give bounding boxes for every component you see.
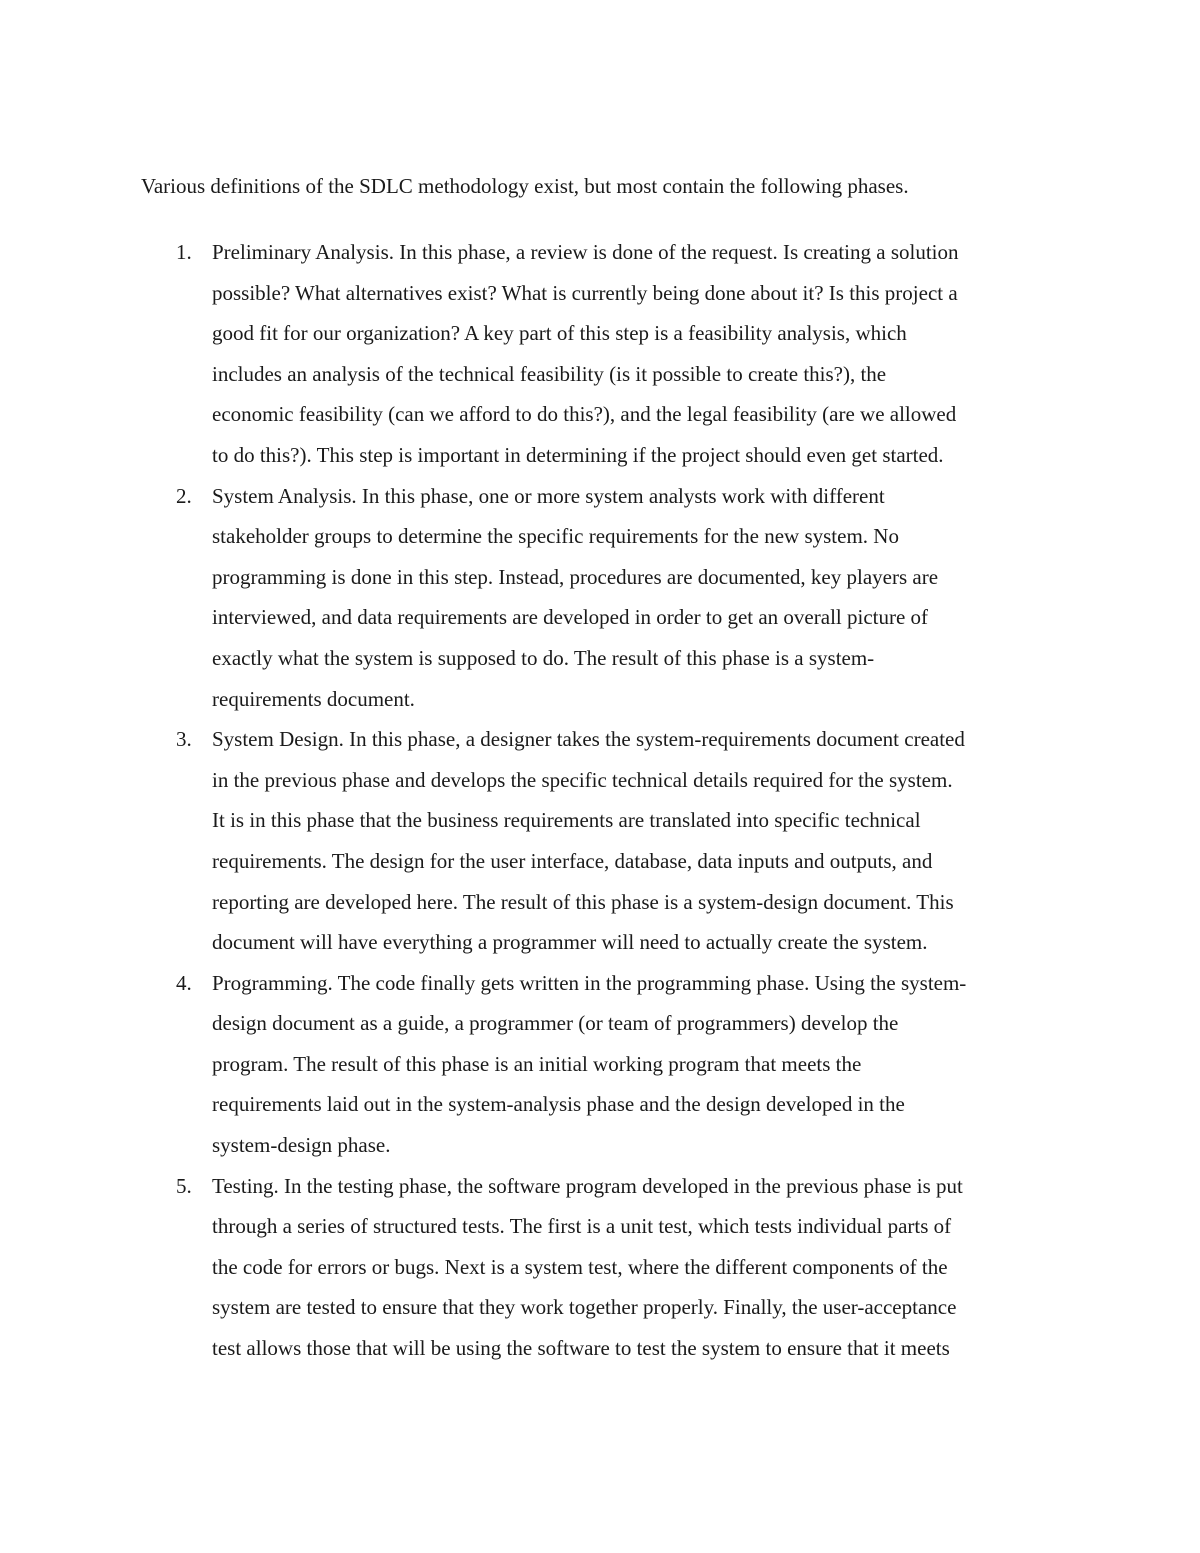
phase-text-line: test allows those that will be using the software to test the system to ensure that it meets: [212, 1336, 950, 1361]
phase-text-line: the code for errors or bugs. Next is a system test, where the different components of the: [212, 1254, 948, 1279]
phase-text-line: Programming. The code finally gets written in the programming phase. Using the system-: [212, 970, 967, 995]
phase-text-line: document will have everything a programmer will need to actually create the system.: [212, 930, 928, 955]
phase-number: 5.: [176, 1173, 192, 1198]
phase-text-line: requirements. The design for the user interface, database, data inputs and outputs, and: [212, 848, 933, 873]
phase-item: [141, 719, 1081, 963]
phase-text-line: design document as a guide, a programmer (or team of programmers) develop the: [212, 1011, 899, 1036]
phase-text-line: includes an analysis of the technical feasibility (is it possible to create this?), the: [212, 361, 887, 386]
phase-list: [141, 232, 1081, 1369]
phase-number: 2.: [176, 483, 192, 508]
phase-text-line: programming is done in this step. Instead, procedures are documented, key players are: [212, 564, 939, 589]
phase-text-line: program. The result of this phase is an initial working program that meets the: [212, 1051, 862, 1076]
phase-text-line: system-design phase.: [212, 1133, 391, 1158]
phase-text-line: economic feasibility (can we afford to do this?), and the legal feasibility (are we allowed: [212, 402, 957, 427]
phase-text-line: possible? What alternatives exist? What is currently being done about it? Is this project a: [212, 280, 958, 305]
intro-paragraph: Various definitions of the SDLC methodology exist, but most contain the following phases.: [141, 174, 909, 198]
phase-text-line: reporting are developed here. The result of this phase is a system-design document. This: [212, 889, 954, 914]
phase-item: [141, 232, 1081, 476]
phase-text-line: exactly what the system is supposed to do. The result of this phase is a system-: [212, 645, 875, 670]
phase-item: [141, 476, 1081, 720]
phase-text-line: through a series of structured tests. The first is a unit test, which tests individual parts of: [212, 1214, 952, 1239]
phase-text-line: It is in this phase that the business requirements are translated into specific technical: [212, 808, 921, 833]
phase-text-line: stakeholder groups to determine the specific requirements for the new system. No: [212, 524, 899, 549]
phase-number: 4.: [176, 970, 192, 995]
phase-item: [141, 963, 1081, 1166]
phase-text-line: Testing. In the testing phase, the software program developed in the previous phase is put: [212, 1173, 963, 1198]
phase-text-line: interviewed, and data requirements are developed in order to get an overall picture of: [212, 605, 929, 630]
phase-text-line: system are tested to ensure that they work together properly. Finally, the user-acceptance: [212, 1295, 957, 1320]
phase-text-line: in the previous phase and develops the specific technical details required for the system.: [212, 767, 953, 792]
phase-text-line: requirements document.: [212, 686, 415, 711]
phase-text-line: to do this?). This step is important in determining if the project should even get started.: [212, 442, 944, 467]
phase-text-line: Preliminary Analysis. In this phase, a review is done of the request. Is creating a solution: [212, 240, 959, 264]
phase-number: 3.: [176, 727, 192, 752]
phase-number: 1.: [176, 240, 192, 264]
phase-text-line: System Design. In this phase, a designer takes the system-requirements document created: [212, 727, 965, 752]
phase-item: [141, 1166, 1081, 1369]
phase-text-line: System Analysis. In this phase, one or more system analysts work with different: [212, 483, 885, 508]
phase-text-line: requirements laid out in the system-analysis phase and the design developed in the: [212, 1092, 905, 1117]
phase-text-line: good fit for our organization? A key part of this step is a feasibility analysis, which: [212, 321, 907, 346]
